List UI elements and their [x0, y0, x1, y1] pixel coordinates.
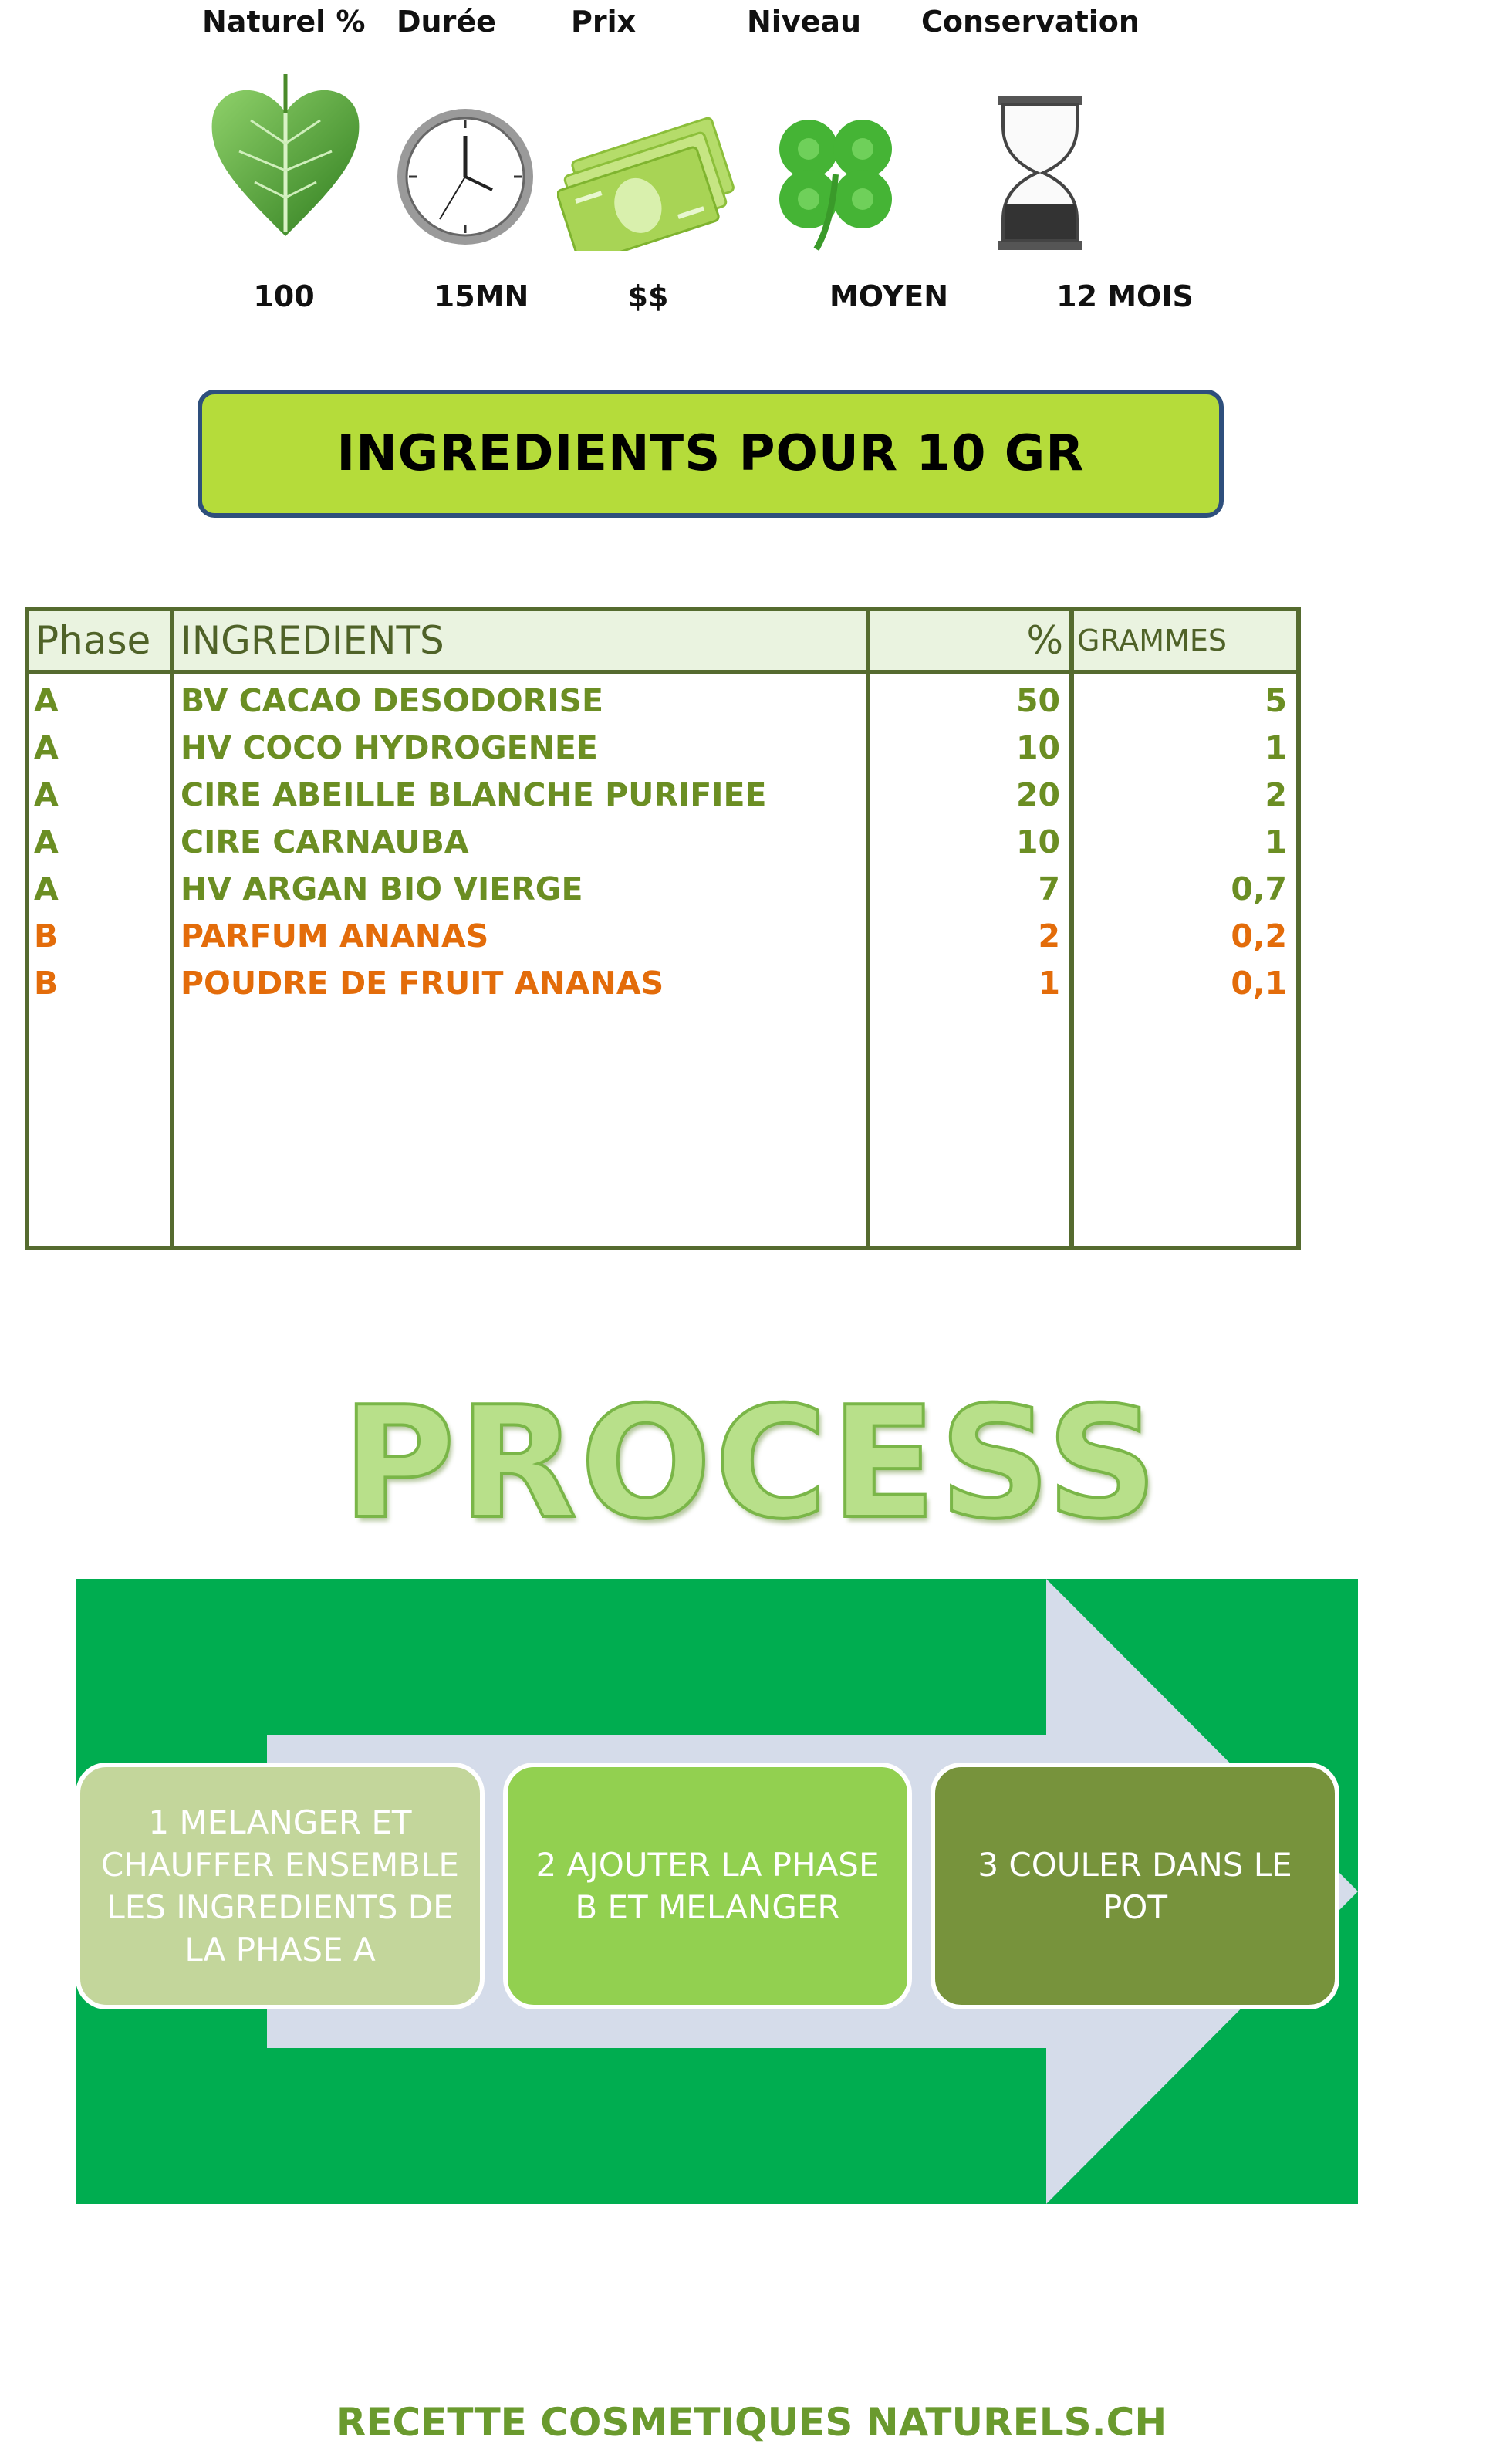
- clover-icon: [762, 106, 909, 253]
- process-step-3-text: 3 COULER DANS LE POT: [978, 1846, 1292, 1926]
- cell-phase: A: [34, 823, 59, 860]
- label-naturel: Naturel %: [202, 5, 366, 39]
- cell-phase: B: [34, 918, 59, 955]
- cell-percent: 20: [1015, 776, 1060, 813]
- value-naturel: 100: [253, 279, 315, 313]
- cell-grams: 0,1: [1231, 965, 1287, 1002]
- cell-grams: 1: [1265, 729, 1287, 766]
- table-row: [29, 866, 1296, 912]
- cell-percent: 7: [1038, 870, 1060, 908]
- process-title: PROCESS: [342, 1374, 1161, 1553]
- cell-phase: A: [34, 870, 59, 908]
- table-row: [29, 960, 1296, 1006]
- process-step-3: [931, 1763, 1339, 2009]
- label-duree: Durée: [397, 5, 496, 39]
- cell-ingredient: HV COCO HYDROGENEE: [181, 729, 598, 766]
- leaf-heart-icon: [208, 74, 363, 244]
- cell-percent: 10: [1015, 823, 1060, 860]
- label-conservation: Conservation: [921, 5, 1140, 39]
- cell-grams: 1: [1265, 823, 1287, 860]
- process-step-2-text: 2 AJOUTER LA PHASE B ET MELANGER: [535, 1846, 880, 1926]
- value-prix: $$: [627, 279, 669, 313]
- label-niveau: Niveau: [747, 5, 862, 39]
- cell-grams: 2: [1265, 776, 1287, 813]
- cell-phase: A: [34, 729, 59, 766]
- hourglass-icon: [994, 96, 1086, 250]
- money-bills-icon: [557, 108, 742, 251]
- process-flow: [76, 1579, 1358, 2204]
- header-percent: %: [1026, 618, 1063, 663]
- cell-percent: 2: [1038, 918, 1060, 955]
- cell-phase: A: [34, 682, 59, 719]
- cell-grams: 0,7: [1231, 870, 1287, 908]
- value-conservation: 12 MOIS: [1056, 279, 1194, 313]
- table-row: [29, 819, 1296, 865]
- ingredients-banner: [198, 390, 1224, 518]
- value-duree: 15MN: [434, 279, 529, 313]
- ingredients-table: [25, 607, 1301, 1250]
- clock-icon: [392, 103, 539, 250]
- table-row: [29, 725, 1296, 771]
- process-step-1: [76, 1763, 485, 2009]
- process-step-1-text: 1 MELANGER ET CHAUFFER ENSEMBLE LES INGREDIENTS DE LA PHASE A: [101, 1803, 459, 1969]
- cell-percent: 1: [1038, 965, 1060, 1002]
- cell-ingredient: BV CACAO DESODORISE: [181, 682, 604, 719]
- footer-text: RECETTE COSMETIQUES NATURELS.CH: [336, 2400, 1167, 2445]
- header-ingredients: INGREDIENTS: [181, 618, 444, 663]
- table-row: [29, 678, 1296, 724]
- table-row: [29, 913, 1296, 959]
- cell-grams: 0,2: [1231, 918, 1287, 955]
- banner-title: INGREDIENTS POUR 10 GR: [336, 425, 1085, 482]
- cell-grams: 5: [1265, 682, 1287, 719]
- cell-ingredient: CIRE ABEILLE BLANCHE PURIFIEE: [181, 776, 767, 813]
- cell-percent: 50: [1015, 682, 1060, 719]
- cell-ingredient: CIRE CARNAUBA: [181, 823, 469, 860]
- cell-ingredient: HV ARGAN BIO VIERGE: [181, 870, 583, 908]
- process-step-2: [503, 1763, 912, 2009]
- label-prix: Prix: [571, 5, 637, 39]
- cell-ingredient: POUDRE DE FRUIT ANANAS: [181, 965, 664, 1002]
- table-row: [29, 772, 1296, 818]
- cell-percent: 10: [1015, 729, 1060, 766]
- cell-phase: A: [34, 776, 59, 813]
- cell-phase: B: [34, 965, 59, 1002]
- header-phase: Phase: [35, 618, 151, 663]
- value-niveau: MOYEN: [829, 279, 949, 313]
- cell-ingredient: PARFUM ANANAS: [181, 918, 489, 955]
- header-grammes: GRAMMES: [1077, 624, 1228, 657]
